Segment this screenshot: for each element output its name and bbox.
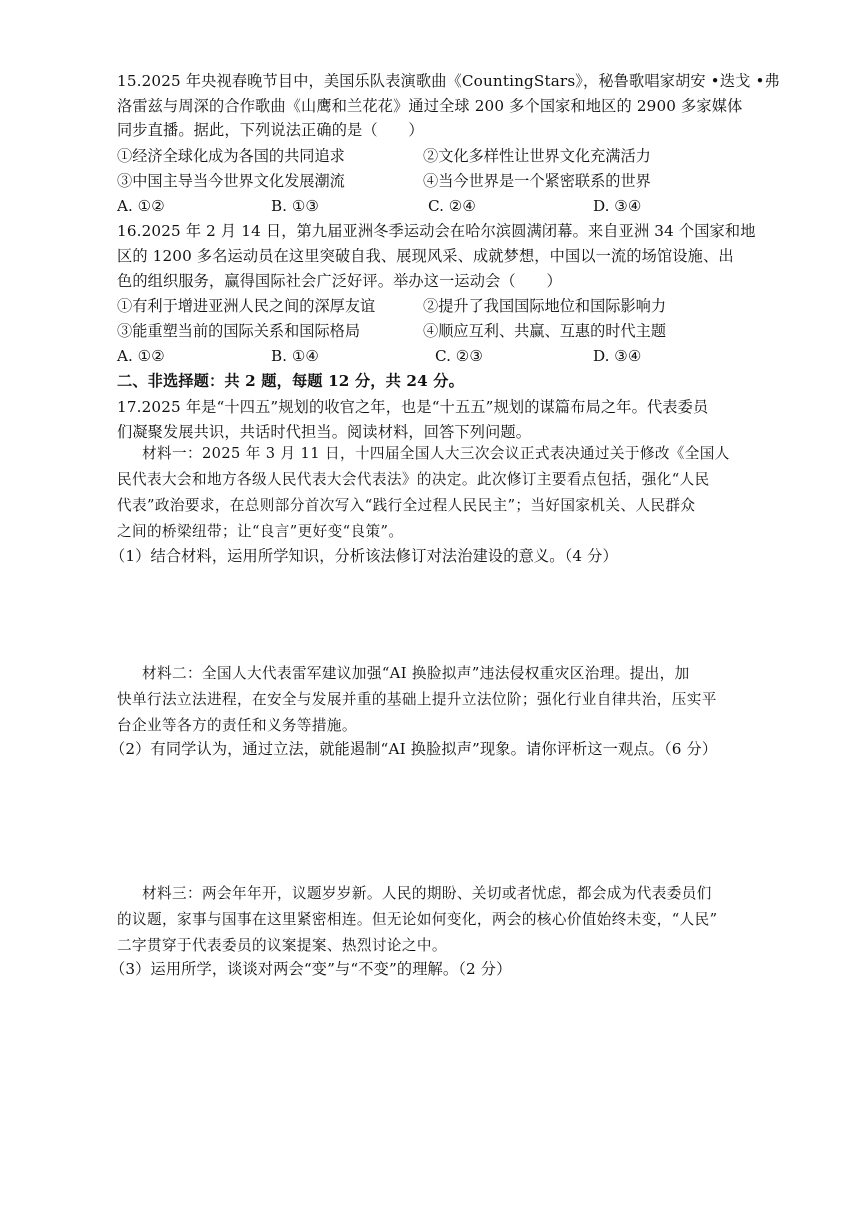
sub-question-3: （3）运用所学，谈谈对两会“变”与“不变”的理解。（2 分） <box>110 960 512 978</box>
q16-options <box>117 345 717 367</box>
q16-item-1: ①有利于增进亚洲人民之间的深厚友谊 <box>117 297 376 315</box>
q16-option-c: C. ②③ <box>435 347 483 365</box>
q15-option-d: D. ③④ <box>593 197 642 215</box>
material-2-line-2: 快单行法立法进程，在安全与发展并重的基础上提升立法位阶；强化行业自律共治，压实平 <box>117 691 717 708</box>
q16-stem-line-1: 16.2025 年 2 月 14 日，第九届亚洲冬季运动会在哈尔滨圆满闭幕。来自亚洲 34 个国家和地 <box>117 222 756 240</box>
q15-item-4: ④当今世界是一个紧密联系的世界 <box>423 172 651 190</box>
q15-option-a: A. ①② <box>117 197 165 215</box>
q16-option-b: B. ①④ <box>271 347 320 365</box>
q17-intro-line-2: 们凝聚发展共识，共话时代担当。阅读材料，回答下列问题。 <box>117 423 532 441</box>
q15-item-3: ③中国主导当今世界文化发展潮流 <box>117 172 345 190</box>
material-1-line-4: 之间的桥梁纽带；让“良言”更好变“良策”。 <box>117 523 404 540</box>
q16-option-d: D. ③④ <box>593 347 642 365</box>
material-3-line-3: 二字贯穿于代表委员的议案提案、热烈讨论之中。 <box>117 937 447 954</box>
q16-item-4: ④顺应互利、共赢、互惠的时代主题 <box>423 322 666 340</box>
material-2-line-3: 台企业等各方的责任和义务等措施。 <box>117 717 357 734</box>
q16-option-a: A. ①② <box>117 347 165 365</box>
q16-items-row-1 <box>117 295 757 317</box>
q15-stem-line-2: 洛雷兹与周深的合作歌曲《山鹰和兰花花》通过全球 200 多个国家和地区的 2900 多家媒体 <box>117 97 743 115</box>
answer-space-3[interactable] <box>117 985 757 1165</box>
material-2-line-1: 材料二：全国人大代表雷军建议加强“AI 换脸拟声”违法侵权重灾区治理。提出，加 <box>142 665 690 682</box>
q17-intro-line-1: 17.2025 年是“十四五”规划的收官之年，也是“十五五”规划的谋篇布局之年。代表委员 <box>117 398 709 416</box>
q16-stem-line-2: 区的 1200 多名运动员在这里突破自我、展现风采、成就梦想，中国以一流的场馆设施、出 <box>117 247 734 265</box>
q15-stem-line-1: 15.2025 年央视春晚节目中，美国乐队表演歌曲《CountingStars》，秘鲁歌唱家胡安 •迭戈 •弗 <box>117 72 780 90</box>
q15-items-row-1 <box>117 145 757 167</box>
material-1-line-3: 代表”政治要求，在总则部分首次写入“践行全过程人民民主”；当好国家机关、人民群众 <box>117 497 696 514</box>
q15-options <box>117 195 717 217</box>
material-1-line-1: 材料一：2025 年 3 月 11 日，十四届全国人大三次会议正式表决通过关于修改《全国人 <box>142 445 730 462</box>
q15-stem-line-3: 同步直播。据此，下列说法正确的是（ ） <box>117 121 424 139</box>
q15-item-2: ②文化多样性让世界文化充满活力 <box>423 147 651 165</box>
q15-option-b: B. ①③ <box>271 197 320 215</box>
q15-option-c: C. ②④ <box>428 197 476 215</box>
q15-items-row-2 <box>117 170 757 192</box>
material-1-line-2: 民代表大会和地方各级人民代表大会代表法》的决定。此次修订主要看点包括，强化“人民 <box>117 471 710 488</box>
q16-item-3: ③能重塑当前的国际关系和国际格局 <box>117 322 360 340</box>
material-3-line-1: 材料三：两会年年开，议题岁岁新。人民的期盼、关切或者忧虑，都会成为代表委员们 <box>142 885 712 902</box>
material-3-line-2: 的议题，家事与国事在这里紧密相连。但无论如何变化，两会的核心价值始终未变，“人民” <box>117 911 718 928</box>
answer-space-1[interactable] <box>117 570 757 655</box>
sub-question-2: （2）有同学认为，通过立法，就能遏制“AI 换脸拟声”现象。请你评析这一观点。（6 分） <box>110 740 718 758</box>
q16-item-2: ②提升了我国国际地位和国际影响力 <box>423 297 666 315</box>
q16-items-row-2 <box>117 320 757 342</box>
sub-question-1: （1）结合材料，运用所学知识，分析该法修订对法治建设的意义。（4 分） <box>110 547 618 565</box>
q15-item-1: ①经济全球化成为各国的共同追求 <box>117 147 345 165</box>
section-2-title: 二、非选择题：共 2 题，每题 12 分，共 24 分。 <box>117 372 464 390</box>
q16-stem-line-3: 色的组织服务，赢得国际社会广泛好评。举办这一运动会（ ） <box>117 272 562 290</box>
answer-space-2[interactable] <box>117 763 757 873</box>
